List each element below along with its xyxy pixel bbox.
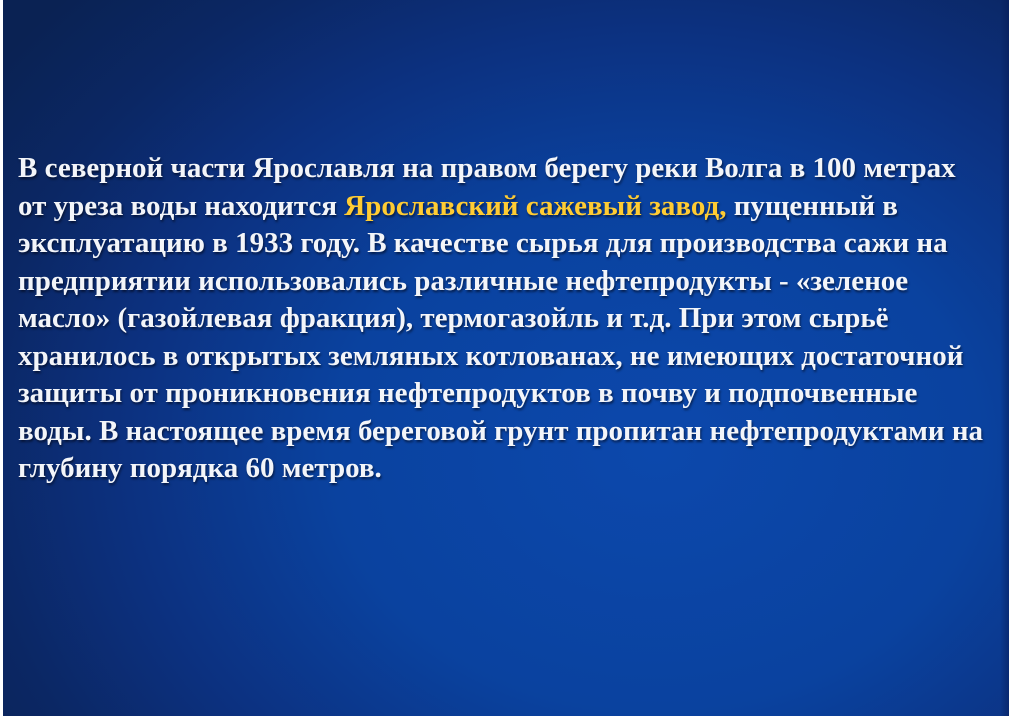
right-edge-shade — [1000, 0, 1009, 716]
text-before-highlight: В северной части Ярославля на правом берегу реки Волга в 100 метрах от уреза воды находится — [18, 152, 956, 222]
highlighted-plant-name: Ярославский сажевый завод, — [344, 189, 727, 222]
slide-body-text — [18, 150, 991, 488]
text-after-highlight: пущенный в эксплуатацию в 1933 году. В качестве сырья для производства сажи на предприятии использовались различные нефтепродукты - «зеленое масло» (газойлевая фракция), термогазойль и т.д. При этом сырьё хранилось в открытых земляных котлованах, не имеющих достаточной защиты от проникновения нефтепродуктов в почву и подпочвенные воды. В настоящее время береговой грунт пропитан нефтепродуктами на глубину порядка 60 метров. — [18, 189, 984, 484]
slide — [3, 0, 1009, 716]
